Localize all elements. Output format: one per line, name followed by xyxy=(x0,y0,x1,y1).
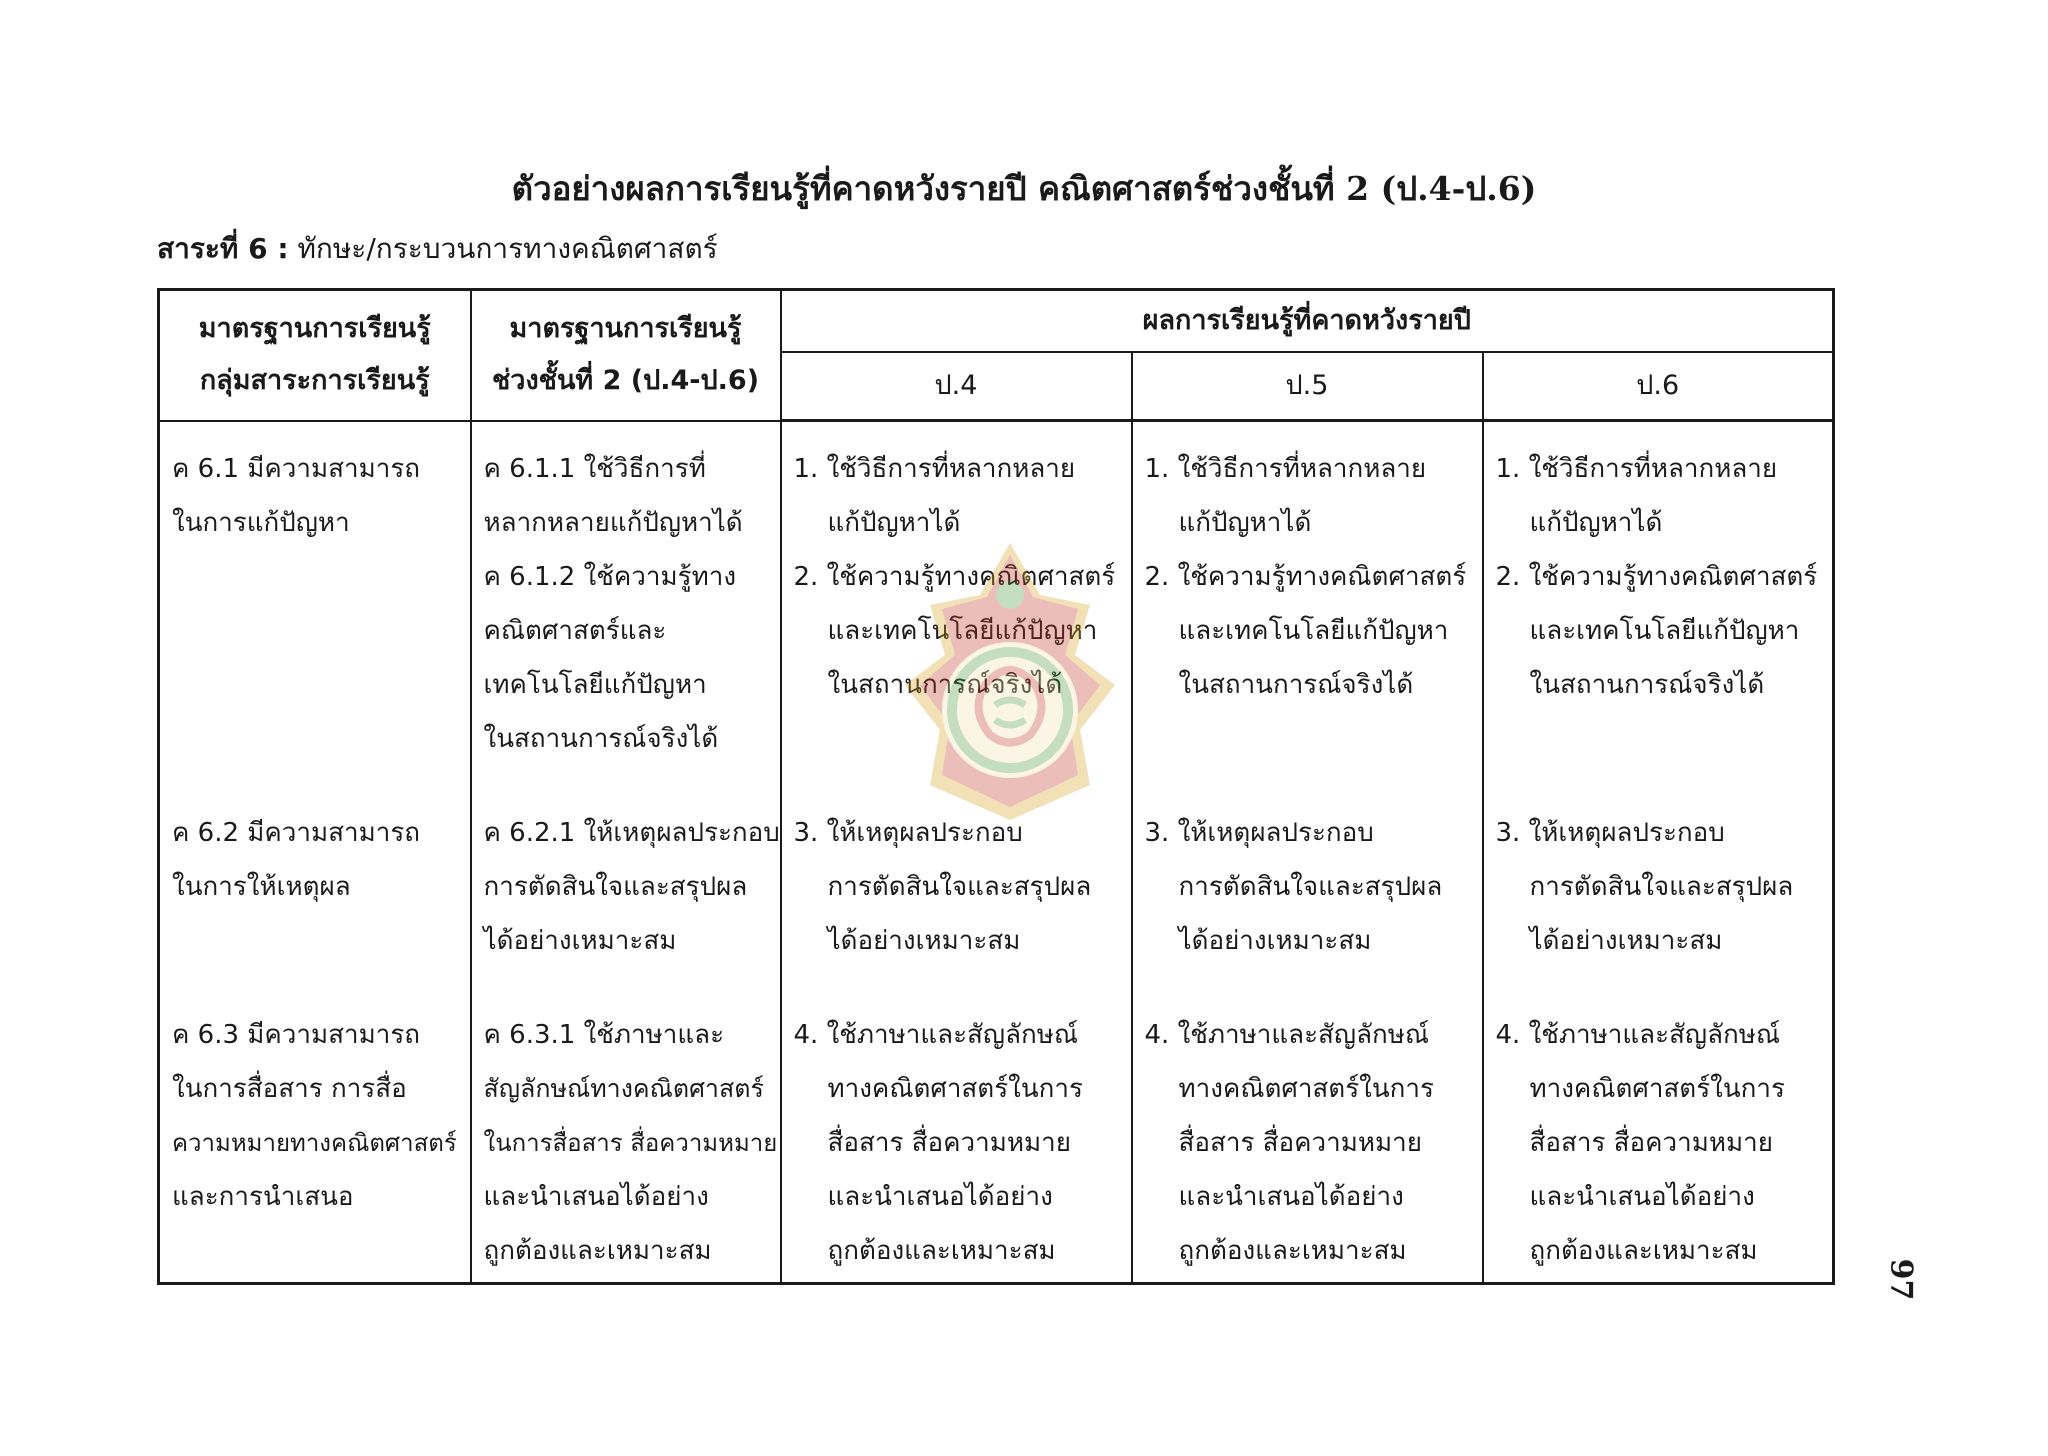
strand-standard-cell: ค 6.3 มีความสามารถ ในการสื่อสาร การสื่อ ความหมายทางคณิตศาสตร์ และการนำเสนอ xyxy=(159,968,471,1284)
header-grade-5: ป.5 xyxy=(1132,352,1483,421)
header-strand-standard: มาตรฐานการเรียนรู้ กลุ่มสาระการเรียนรู้ xyxy=(159,290,471,421)
outcome-cell-grade-4: 3. ให้เหตุผลประกอบ การตัดสินใจและสรุปผล ได้อย่างเหมาะสม xyxy=(781,766,1132,968)
outcome-cell-grade-5: 1. ใช้วิธีการที่หลากหลาย แก้ปัญหาได้ 2. ใช้ความรู้ทางคณิตศาสตร์ และเทคโนโลยีแก้ปัญหา ในสถานการณ์จริงได้ xyxy=(1132,421,1483,766)
outcome-cell-grade-6: 4. ใช้ภาษาและสัญลักษณ์ ทางคณิตศาสตร์ในการ สื่อสาร สื่อความหมาย และนำเสนอได้อย่าง ถูกต้องและเหมาะสม xyxy=(1483,968,1834,1284)
outcome-cell-grade-6: 3. ให้เหตุผลประกอบ การตัดสินใจและสรุปผล ได้อย่างเหมาะสม xyxy=(1483,766,1834,968)
strand-label: สาระที่ 6 : xyxy=(157,232,289,265)
page-number: 97 xyxy=(1883,1258,1919,1301)
level-standard-cell: ค 6.3.1 ใช้ภาษาและ สัญลักษณ์ทางคณิตศาสตร์ ในการสื่อสาร สื่อความหมาย และนำเสนอได้อย่าง ถูกต้องและเหมาะสม xyxy=(471,968,781,1284)
outcome-cell-grade-4: 4. ใช้ภาษาและสัญลักษณ์ ทางคณิตศาสตร์ในการ สื่อสาร สื่อความหมาย และนำเสนอได้อย่าง ถูกต้องและเหมาะสม xyxy=(781,968,1132,1284)
strand-standard-cell: ค 6.2 มีความสามารถ ในการให้เหตุผล xyxy=(159,766,471,968)
strand-text: ทักษะ/กระบวนการทางคณิตศาสตร์ xyxy=(297,232,718,265)
header-grade-4: ป.4 xyxy=(781,352,1132,421)
level-standard-cell: ค 6.1.1 ใช้วิธีการที่ หลากหลายแก้ปัญหาได้ ค 6.1.2 ใช้ความรู้ทาง คณิตศาสตร์และ เทคโนโลยีแก้ปัญหา ในสถานการณ์จริงได้ xyxy=(471,421,781,766)
outcome-cell-grade-6: 1. ใช้วิธีการที่หลากหลาย แก้ปัญหาได้ 2. ใช้ความรู้ทางคณิตศาสตร์ และเทคโนโลยีแก้ปัญหา ในสถานการณ์จริงได้ xyxy=(1483,421,1834,766)
level-standard-cell: ค 6.2.1 ให้เหตุผลประกอบ การตัดสินใจและสรุปผล ได้อย่างเหมาะสม xyxy=(471,766,781,968)
table-row xyxy=(159,421,1834,766)
header-expected-outcomes: ผลการเรียนรู้ที่คาดหวังรายปี xyxy=(781,290,1834,353)
table-row xyxy=(159,766,1834,968)
page-title: ตัวอย่างผลการเรียนรู้ที่คาดหวังรายปี คณิตศาสตร์ช่วงชั้นที่ 2 (ป.4-ป.6) xyxy=(511,169,1537,208)
outcome-cell-grade-5: 4. ใช้ภาษาและสัญลักษณ์ ทางคณิตศาสตร์ในการ สื่อสาร สื่อความหมาย และนำเสนอได้อย่าง ถูกต้องและเหมาะสม xyxy=(1132,968,1483,1284)
learning-outcomes-table xyxy=(157,288,1835,1285)
header-grade-6: ป.6 xyxy=(1483,352,1834,421)
strand-subtitle xyxy=(157,227,718,271)
header-level-standard: มาตรฐานการเรียนรู้ ช่วงชั้นที่ 2 (ป.4-ป.6) xyxy=(471,290,781,421)
table-row xyxy=(159,968,1834,1284)
outcome-cell-grade-5: 3. ให้เหตุผลประกอบ การตัดสินใจและสรุปผล ได้อย่างเหมาะสม xyxy=(1132,766,1483,968)
outcome-cell-grade-4: 1. ใช้วิธีการที่หลากหลาย แก้ปัญหาได้ 2. ใช้ความรู้ทางคณิตศาสตร์ และเทคโนโลยีแก้ปัญหา ในสถานการณ์จริงได้ xyxy=(781,421,1132,766)
strand-standard-cell: ค 6.1 มีความสามารถ ในการแก้ปัญหา xyxy=(159,421,471,766)
